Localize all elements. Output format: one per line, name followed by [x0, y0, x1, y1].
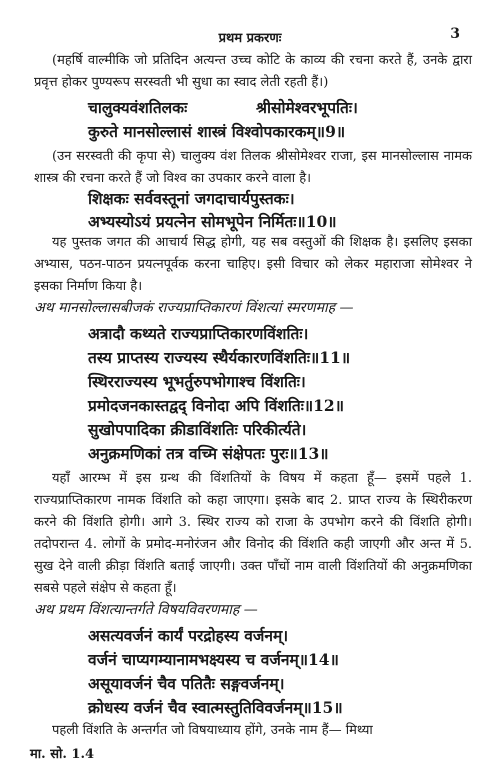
verse-15-line-1: असूयावर्जनं चैव पतितैः सङ्गवर्जनम्।	[88, 674, 285, 693]
paragraph-2	[34, 146, 472, 190]
page-header	[0, 26, 500, 46]
verse-10-line-2: अभ्यस्योऽयं प्रयत्नेन सोमभूपेन निर्मितः॥10॥	[88, 212, 337, 231]
paragraph-3-text: यह पुस्तक जगत की आचार्य सिद्ध होगी, यह सब वस्तुओं की शिक्षक है। इसलिए इसका अभ्यास, पठन-पाठन प्रयत्नपूर्वक करना चाहिए। इसी विचार को लेकर महाराजा सोमेश्वर ने इसका निर्माण किया है।	[34, 235, 472, 294]
verse-13-line-2: अनुक्रमणिकां तत्र वच्मि संक्षेपतः पुरः॥13॥	[88, 444, 329, 463]
paragraph-3	[34, 232, 472, 298]
verse-15-line-2: क्रोधस्य वर्जनं चैव स्वात्मस्तुतिविवर्जनम्॥15॥	[88, 698, 343, 717]
verse-14-line-1: असत्यवर्जनं कार्यं परद्रोहस्य वर्जनम्।	[88, 626, 289, 645]
paragraph-5	[34, 720, 472, 742]
paragraph-5-text: पहली विंशति के अन्तर्गत जो विषयाध्याय होंगे, उनके नाम हैं— मिथ्या	[52, 723, 373, 738]
section-heading-2: अथ प्रथम विंशत्यान्तर्गते विषयविवरणमाह —	[34, 602, 258, 618]
verse-9-line-1a: चालुक्यवंशतिलकः	[88, 98, 188, 117]
paragraph-2-text: (उन सरस्वती की कृपा से) चालुक्य वंश तिलक श्रीसोमेश्वर राजा, इस मानसोल्लास नामक शास्त्र की रचना करते हैं जो विश्व का उपकार करने वाला है।	[34, 149, 472, 186]
paragraph-4	[34, 468, 472, 600]
verse-9-line-1b: श्रीसोमेश्वरभूपतिः।	[256, 98, 358, 117]
chapter-title: प्रथम प्रकरणः	[218, 31, 282, 46]
paragraph-1-text: (महर्षि वाल्मीकि जो प्रतिदिन अत्यन्त उच्च कोटि के काव्य की रचना करते हैं, उनके द्वारा प्रवृत्त होकर पुण्यरूप सरस्वती भी सुधा का स्वाद लेती रहती हैं।)	[34, 53, 472, 90]
verse-9-line-2: कुरुते मानसोल्लासं शास्त्रं विश्वोपकारकम्॥9॥	[88, 122, 346, 141]
paragraph-4-text: यहाँ आरम्भ में इस ग्रन्थ की विंशतियों के विषय में कहता हूँ— इसमें पहले 1. राज्यप्राप्तिकारण नामक विंशति को कहा जाएगा। इसके बाद 2. प्राप्त राज्य के स्थिरीकरण करने की विंशति होगी। आगे 3. स्थिर राज्य को राजा के उपभोग करने की विंशति होगी। तदोपरान्त 4. लोगों के प्रमोद-मनोरंजन और विनोद की विंशति कही जाएगी और अन्त में 5. सुख देने वाली क्रीड़ा विंशति बताई जाएगी। उक्त पाँचों नाम वाली विंशतियों की अनुक्रमणिका सबसे पहले संक्षेप से कहता हूँ।	[34, 471, 472, 596]
verse-13-line-1: सुखोपपादिका क्रीडाविंशतिः परिकीर्त्यते।	[88, 420, 307, 439]
verse-11-line-2: तस्य प्राप्तस्य राज्यस्य स्थैर्यकारणविंशतिः॥11॥	[88, 348, 351, 367]
verse-11-line-1: अत्रादौ कथ्यते राज्यप्राप्तिकारणविंशतिः।	[88, 324, 309, 343]
section-heading-1: अथ मानसोल्लासबीजकं राज्यप्राप्तिकारणं विंशत्यां स्मरणमाह —	[34, 300, 354, 316]
page-number: 3	[450, 26, 460, 42]
page-footer: मा. सो. 1.4	[30, 747, 95, 762]
verse-14-line-2: वर्जनं चाप्यगम्यानामभक्ष्यस्य च वर्जनम्॥14॥	[88, 650, 339, 669]
verse-12-line-2: प्रमोदजनकास्तद्वद् विनोदा अपि विंशतिः॥12॥	[88, 396, 344, 415]
verse-12-line-1: स्थिरराज्यस्य भूभर्तुरुपभोगाश्च विंशतिः।	[88, 372, 306, 391]
paragraph-1	[34, 50, 472, 94]
verse-10-line-1: शिक्षकः सर्ववस्तूनां जगदाचार्यपुस्तकः।	[88, 189, 295, 208]
